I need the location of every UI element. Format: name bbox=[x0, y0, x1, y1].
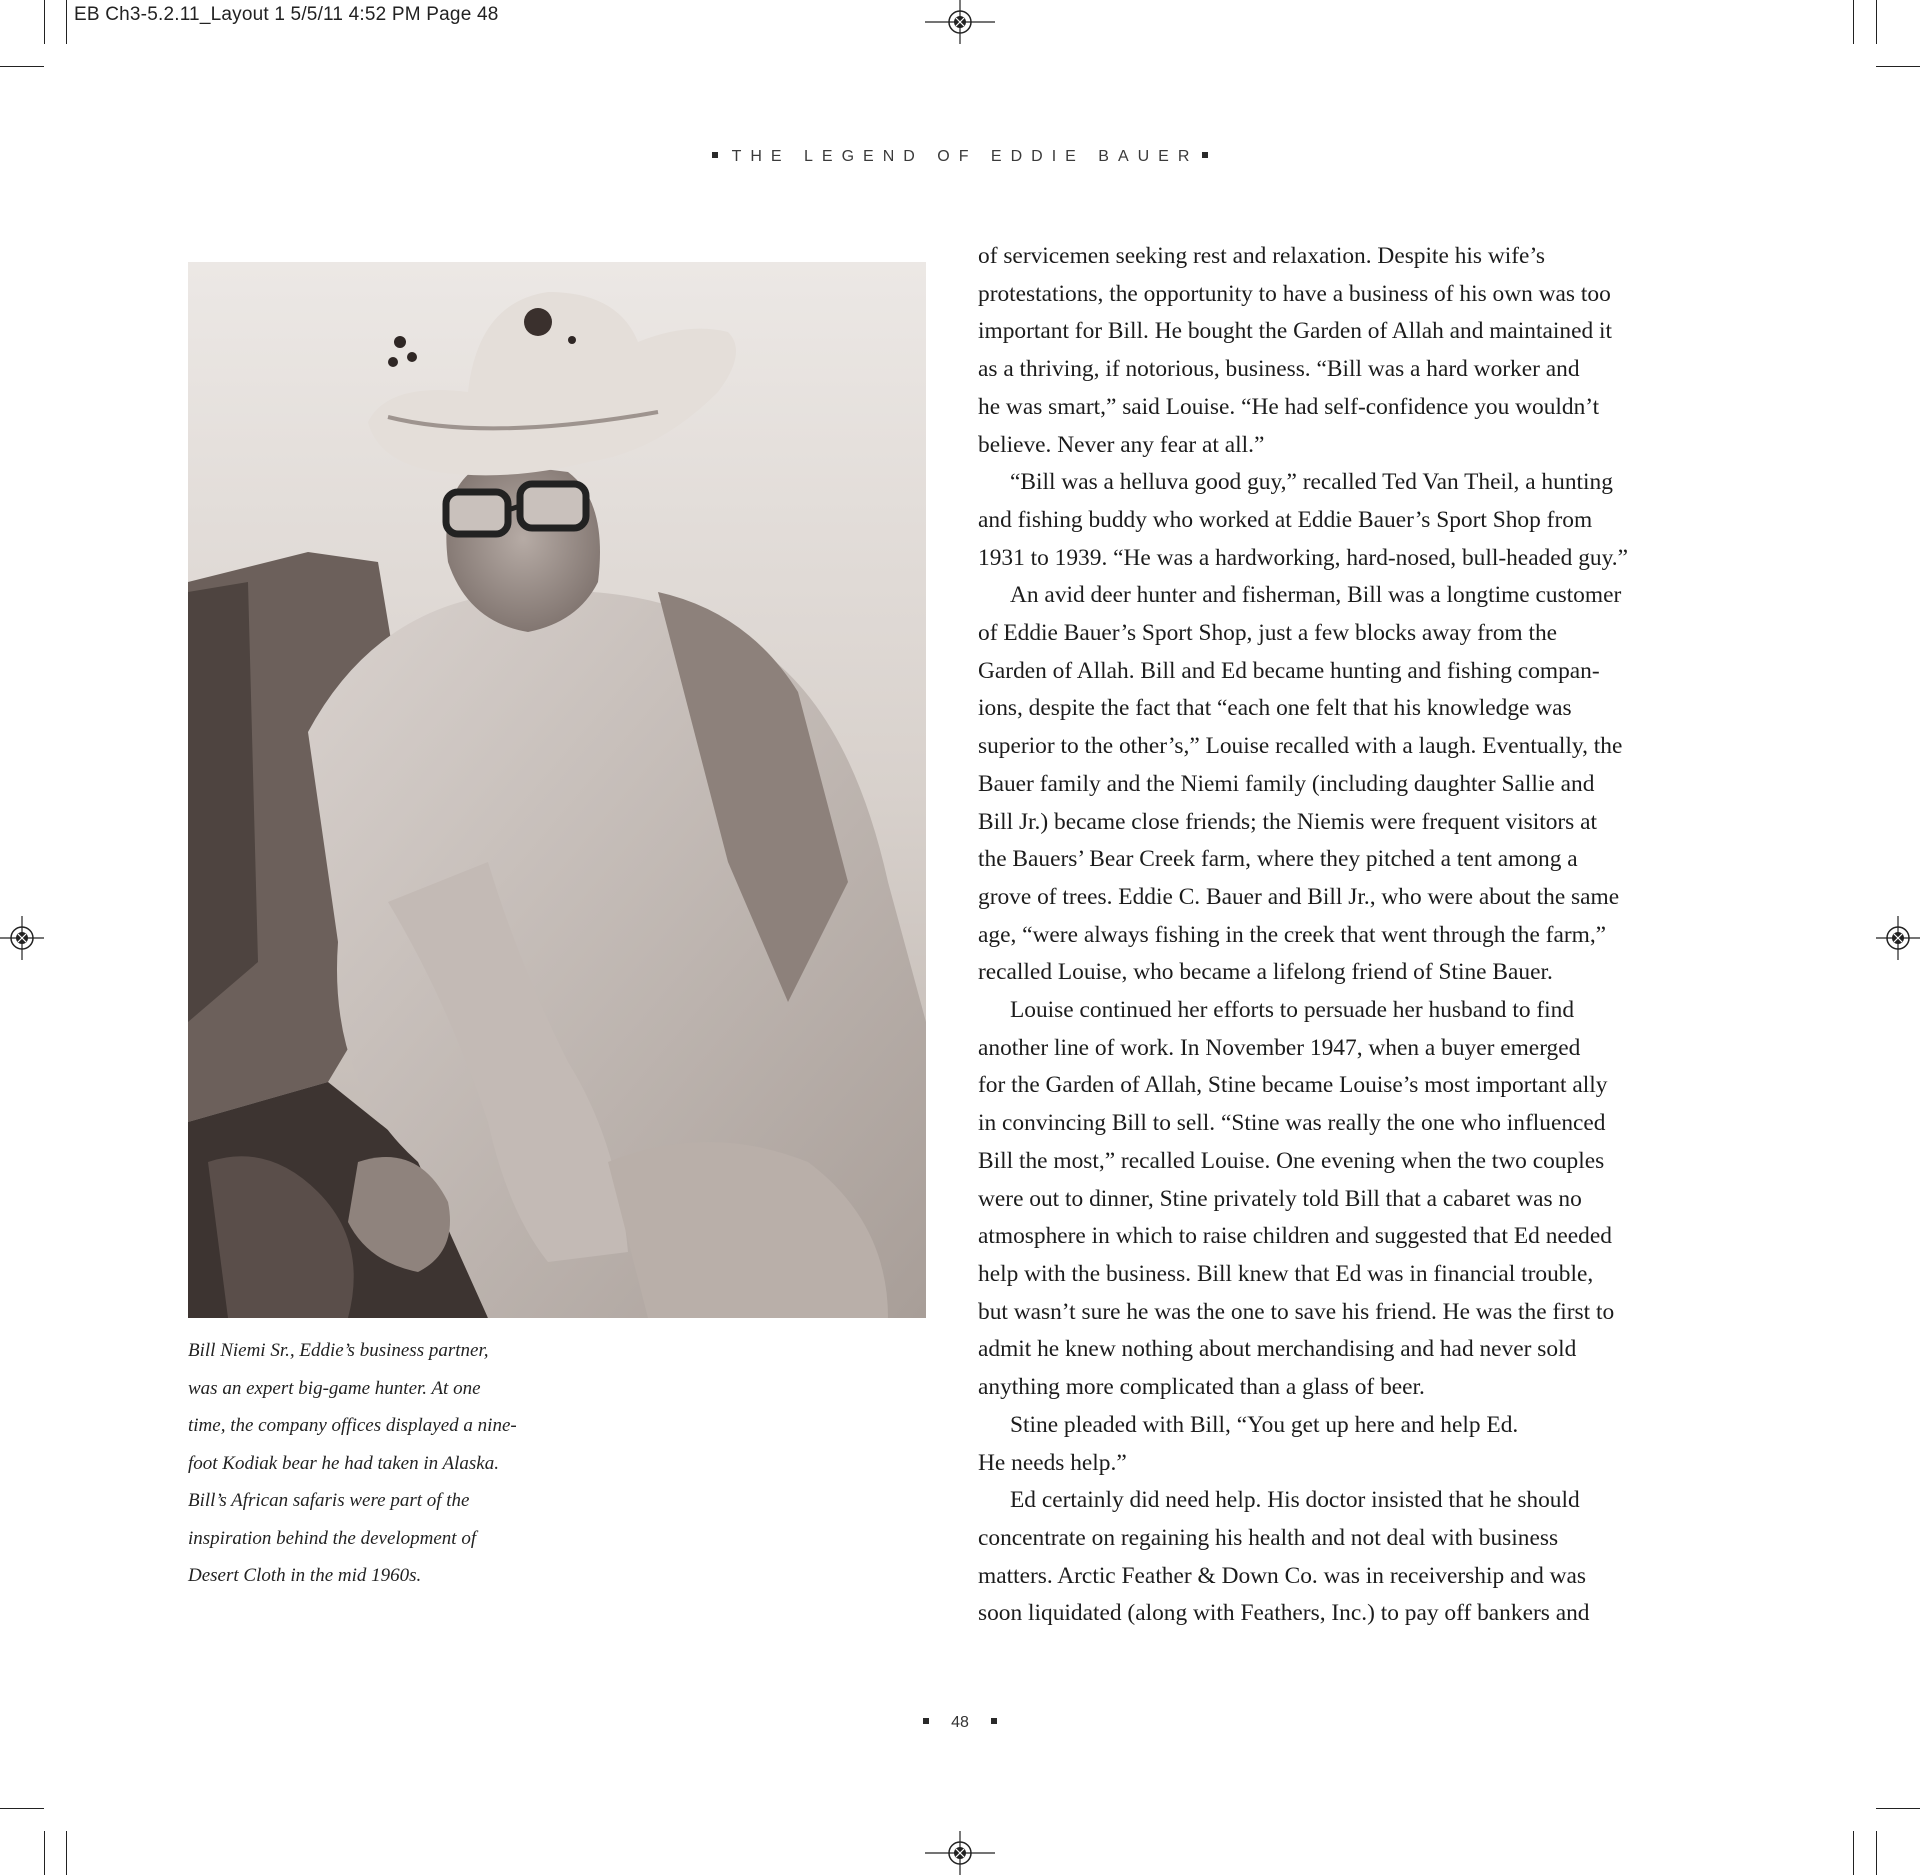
body-text-line: the Bauers’ Bear Creek farm, where they pitched a tent among a bbox=[978, 846, 1578, 873]
body-text-line: ions, despite the fact that “each one felt that his knowledge was bbox=[978, 695, 1572, 722]
body-text-line: An avid deer hunter and fisherman, Bill was a longtime customer bbox=[1010, 582, 1622, 609]
body-text-line: help with the business. Bill knew that Ed was in financial trouble, bbox=[978, 1260, 1594, 1287]
body-text-line: concentrate on regaining his health and not deal with business bbox=[978, 1524, 1559, 1551]
registration-mark-icon bbox=[925, 1831, 995, 1875]
crop-mark bbox=[1876, 1808, 1920, 1809]
body-text-line: for the Garden of Allah, Stine became Louise’s most important ally bbox=[978, 1072, 1608, 1099]
crop-mark bbox=[1853, 1831, 1854, 1875]
body-text-line: of Eddie Bauer’s Sport Shop, just a few blocks away from the bbox=[978, 620, 1558, 647]
crop-mark bbox=[1876, 1831, 1877, 1875]
registration-mark-icon bbox=[0, 916, 44, 960]
body-text-column bbox=[978, 238, 1718, 1633]
body-text-line: and fishing buddy who worked at Eddie Bauer’s Sport Shop from bbox=[978, 506, 1593, 533]
caption-line: inspiration behind the development of bbox=[188, 1527, 477, 1549]
bullet-square-icon bbox=[712, 152, 718, 158]
body-text-line: important for Bill. He bought the Garden of Allah and maintained it bbox=[978, 318, 1613, 345]
body-text-line: grove of trees. Eddie C. Bauer and Bill Jr., who were about the same bbox=[978, 883, 1620, 910]
caption-line: was an expert big-game hunter. At one bbox=[188, 1377, 481, 1399]
crop-mark bbox=[66, 1831, 67, 1875]
crop-mark bbox=[0, 1808, 44, 1809]
crop-mark bbox=[1876, 0, 1877, 44]
caption-line: Desert Cloth in the mid 1960s. bbox=[188, 1565, 422, 1586]
body-text-line: of servicemen seeking rest and relaxation. Despite his wife’s bbox=[978, 243, 1546, 269]
body-text-line: he was smart,” said Louise. “He had self-confidence you wouldn’t bbox=[978, 393, 1600, 420]
body-text-line: Ed certainly did need help. His doctor insisted that he should bbox=[1010, 1487, 1580, 1514]
crop-mark bbox=[44, 1831, 45, 1875]
body-text-line: recalled Louise, who became a lifelong friend of Stine Bauer. bbox=[978, 959, 1553, 986]
portrait-photo bbox=[188, 262, 926, 1318]
body-text-line: atmosphere in which to raise children and suggested that Ed needed bbox=[978, 1223, 1612, 1250]
body-text-line: Louise continued her efforts to persuade her husband to find bbox=[1010, 997, 1575, 1024]
crop-mark bbox=[44, 0, 45, 44]
bullet-square-icon bbox=[991, 1718, 997, 1724]
page-number: 48 bbox=[951, 1714, 969, 1731]
body-text-line: Bauer family and the Niemi family (including daughter Sallie and bbox=[978, 770, 1595, 797]
body-text-line: He needs help.” bbox=[978, 1449, 1127, 1476]
body-text-line: were out to dinner, Stine privately told Bill that a cabaret was no bbox=[978, 1185, 1582, 1212]
photo-caption bbox=[188, 1332, 548, 1595]
body-text-line: Bill the most,” recalled Louise. One evening when the two couples bbox=[978, 1147, 1605, 1174]
photo-icon bbox=[188, 262, 926, 1318]
running-head-title: THE LEGEND OF EDDIE BAUER bbox=[731, 148, 1199, 165]
caption-line: Bill’s African safaris were part of the bbox=[188, 1490, 470, 1511]
body-text-line: superior to the other’s,” Louise recalled with a laugh. Eventually, the bbox=[978, 733, 1623, 760]
body-text-line: admit he knew nothing about merchandising and had never sold bbox=[978, 1336, 1577, 1363]
body-text-line: protestations, the opportunity to have a business of his own was too bbox=[978, 280, 1611, 307]
body-text-line: believe. Never any fear at all.” bbox=[978, 431, 1265, 458]
crop-mark bbox=[0, 66, 44, 67]
body-text-line: anything more complicated than a glass of beer. bbox=[978, 1374, 1425, 1401]
caption-line: Bill Niemi Sr., Eddie’s business partner, bbox=[188, 1340, 489, 1361]
body-text-line: in convincing Bill to sell. “Stine was really the one who influenced bbox=[978, 1110, 1606, 1137]
crop-mark bbox=[1853, 0, 1854, 44]
body-text-line: Garden of Allah. Bill and Ed became hunting and fishing compan- bbox=[978, 657, 1600, 684]
body-text-line: “Bill was a helluva good guy,” recalled Ted Van Theil, a hunting bbox=[1010, 469, 1613, 496]
body-text-line: another line of work. In November 1947, when a buyer emerged bbox=[978, 1034, 1581, 1061]
body-text-line: 1931 to 1939. “He was a hardworking, hard-nosed, bull-headed guy.” bbox=[978, 544, 1628, 571]
page-folio bbox=[0, 1714, 1920, 1732]
registration-mark-icon bbox=[1876, 916, 1920, 960]
crop-mark bbox=[66, 0, 67, 44]
running-head bbox=[0, 148, 1920, 166]
body-text-line: as a thriving, if notorious, business. “Bill was a hard worker and bbox=[978, 356, 1580, 383]
body-text-line: age, “were always fishing in the creek that went through the farm,” bbox=[978, 921, 1607, 948]
print-slug: EB Ch3-5.2.11_Layout 1 5/5/11 4:52 PM Page 48 bbox=[74, 4, 499, 25]
body-text-line: Stine pleaded with Bill, “You get up here and help Ed. bbox=[1010, 1411, 1519, 1438]
crop-mark bbox=[1876, 66, 1920, 67]
body-text-line: soon liquidated (along with Feathers, Inc.) to pay off bankers and bbox=[978, 1600, 1590, 1627]
body-text-line: Bill Jr.) became close friends; the Niemis were frequent visitors at bbox=[978, 808, 1598, 835]
bullet-square-icon bbox=[1202, 152, 1208, 158]
bullet-square-icon bbox=[923, 1718, 929, 1724]
body-text-line: matters. Arctic Feather & Down Co. was in receivership and was bbox=[978, 1562, 1586, 1589]
caption-line: time, the company offices displayed a nine- bbox=[188, 1415, 517, 1436]
body-text-line: but wasn’t sure he was the one to save his friend. He was the first to bbox=[978, 1298, 1615, 1325]
registration-mark-icon bbox=[925, 0, 995, 44]
caption-line: foot Kodiak bear he had taken in Alaska. bbox=[188, 1452, 499, 1474]
